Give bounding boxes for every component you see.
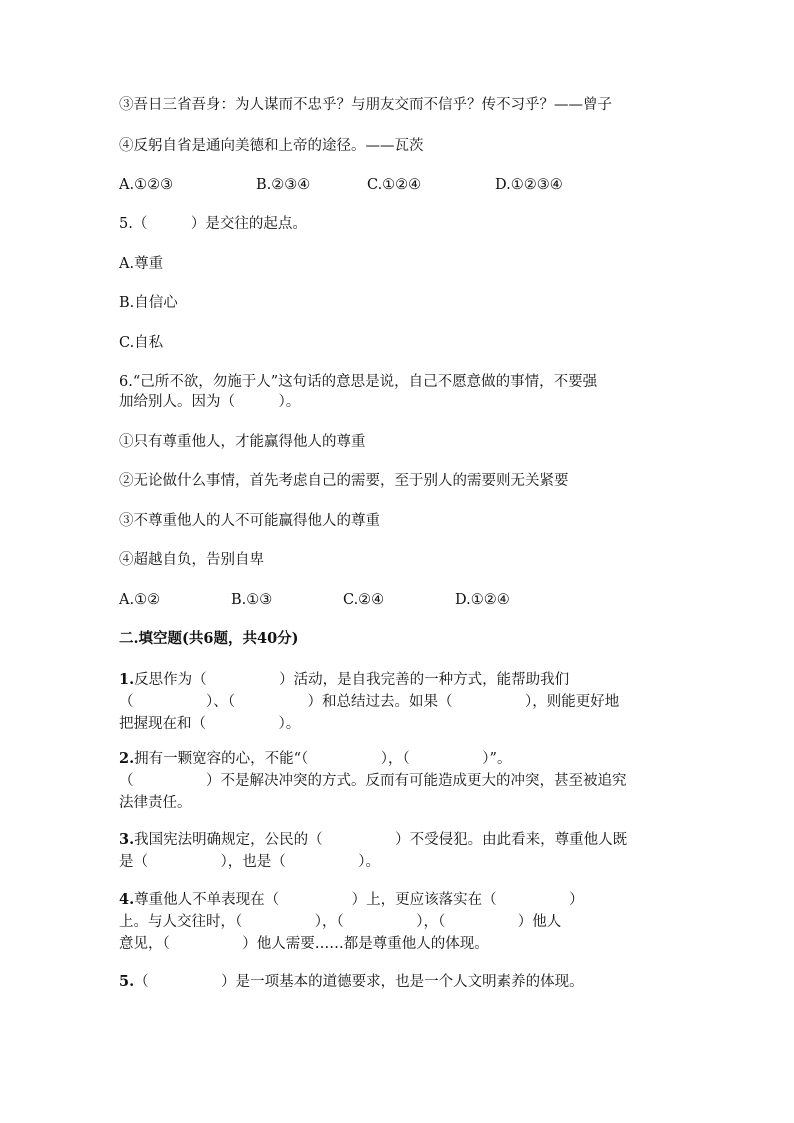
- fill-question-1-line-2: （ ）、（ ）和总结过去。如果（ ），则能更好地: [119, 694, 620, 710]
- fill-question-3: [119, 829, 679, 873]
- q6-options: [119, 591, 679, 609]
- q6-stem-line-2: 加给别人。因为（ ）。: [119, 394, 301, 410]
- fill-question-5-line-1: （ ）是一项基本的道德要求，也是一个人文明素养的体现。: [134, 974, 584, 990]
- q6-option-c: C.②④: [343, 592, 385, 608]
- q4-option-a: A.①②③: [119, 177, 174, 193]
- q6-option-d: D.①②④: [455, 592, 510, 608]
- q4-options: [119, 176, 679, 194]
- fill-question-1-line-3: 把握现在和（ ）。: [119, 716, 301, 732]
- q5-stem: 5.（ ）是交往的起点。: [119, 216, 307, 232]
- fill-question-5-number: 5.: [119, 973, 135, 990]
- fill-question-4-line-1: 尊重他人不单表现在（ ）上，更应该落实在（ ）: [134, 892, 584, 908]
- q6-item-2: ②无论做什么事情，首先考虑自己的需要，至于别人的需要则无关紧要: [119, 473, 569, 489]
- q5-option-b: B.自信心: [119, 295, 178, 311]
- fill-question-2-number: 2.: [119, 750, 135, 767]
- section-heading-fill-in: 二.填空题(共6题，共40分): [119, 630, 299, 647]
- q6-item-4: ④超越自负，告别自卑: [119, 552, 264, 568]
- q6-stem-line-1: 6.“己所不欲，勿施于人”这句话的意思是说，自己不愿意做的事情，不要强: [119, 374, 598, 390]
- q4-option-c: C.①②④: [367, 177, 422, 193]
- fill-question-4-line-3: 意见，（ ）他人需要……都是尊重他人的体现。: [119, 936, 489, 952]
- q5-option-a: A.尊重: [119, 256, 164, 272]
- fill-question-2-line-3: 法律责任。: [119, 795, 192, 811]
- fill-question-4-number: 4.: [119, 891, 135, 908]
- q4-option-d: D.①②③④: [495, 177, 563, 193]
- q6-option-a: A.①②: [119, 592, 161, 608]
- q6-item-3: ③不尊重他人的人不可能赢得他人的尊重: [119, 513, 380, 529]
- q4-item-3: ③吾日三省吾身：为人谋而不忠乎？与朋友交而不信乎？传不习乎？——曾子: [119, 97, 612, 113]
- fill-question-3-number: 3.: [119, 831, 135, 848]
- q4-item-4: ④反躬自省是通向美德和上帝的途径。——瓦茨: [119, 138, 424, 154]
- q6-option-b: B.①③: [231, 592, 273, 608]
- q6-item-1: ①只有尊重他人，才能赢得他人的尊重: [119, 434, 366, 450]
- fill-question-5: [119, 971, 679, 993]
- fill-question-1-number: 1.: [119, 671, 135, 688]
- fill-question-2: [119, 748, 679, 814]
- fill-question-1-line-1: 反思作为（ ）活动，是自我完善的一种方式，能帮助我们: [134, 672, 570, 688]
- fill-question-3-line-2: 是（ ），也是（ ）。: [119, 854, 380, 870]
- fill-question-4: [119, 889, 679, 955]
- q4-option-b: B.②③④: [256, 177, 311, 193]
- q5-option-c: C.自私: [119, 335, 164, 351]
- fill-question-2-line-1: 拥有一颗宽容的心，不能“（ ），（ ）”。: [134, 751, 512, 767]
- fill-question-4-line-2: 上。与人交往时，（ ），（ ），（ ）他人: [119, 914, 562, 930]
- fill-question-1: [119, 669, 679, 735]
- fill-question-2-line-2: （ ）不是解决冲突的方式。反而有可能造成更大的冲突，甚至被追究: [119, 773, 627, 789]
- fill-question-3-line-1: 我国宪法明确规定，公民的（ ）不受侵犯。由此看来，尊重他人既: [134, 832, 628, 848]
